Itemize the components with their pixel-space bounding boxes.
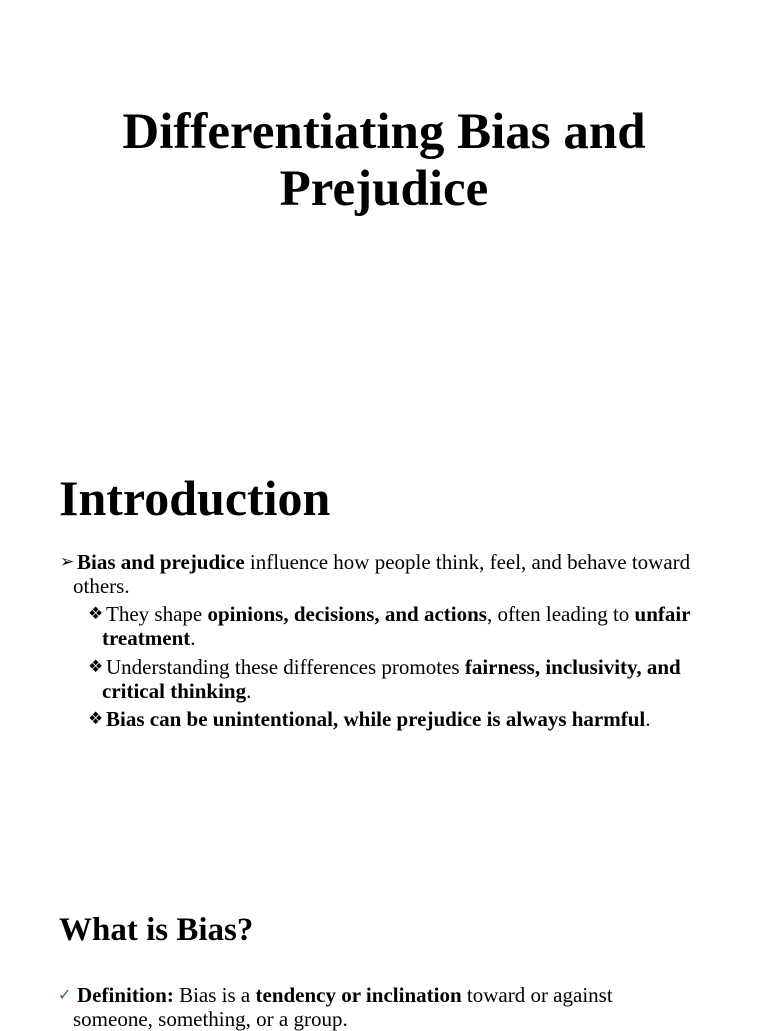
intro-sub-bullet-2-text: Understanding these differences promotes fairness, inclusivity, and critical thinking. bbox=[102, 655, 681, 703]
intro-sub-bullet-1 bbox=[88, 602, 702, 650]
four-diamond-bullet-icon: ❖ bbox=[88, 604, 104, 623]
checkmark-icon: ✓ bbox=[58, 985, 72, 1004]
intro-sub-bullet-2 bbox=[88, 655, 702, 703]
intro-bullet-main-text: Bias and prejudice influence how people think, feel, and behave toward others. bbox=[73, 550, 691, 598]
intro-sub-bullet-3-text: Bias can be unintentional, while prejudice is always harmful. bbox=[106, 707, 651, 731]
intro-sub-bullet-1-text: They shape opinions, decisions, and actions, often leading to unfair treatment. bbox=[102, 602, 691, 650]
four-diamond-bullet-icon: ❖ bbox=[88, 709, 104, 728]
four-diamond-bullet-icon: ❖ bbox=[88, 657, 104, 676]
arrowhead-bullet-icon: ➢ bbox=[60, 552, 75, 571]
page-title: Differentiating Bias and Prejudice bbox=[122, 104, 646, 217]
introduction-heading: Introduction bbox=[59, 470, 331, 526]
bias-definition-text: Definition: Bias is a tendency or inclination toward or against someone, something, or a group. bbox=[73, 983, 613, 1031]
intro-bullet-main bbox=[60, 550, 693, 598]
intro-sub-bullet-3 bbox=[88, 707, 702, 731]
what-is-bias-heading: What is Bias? bbox=[59, 912, 254, 948]
